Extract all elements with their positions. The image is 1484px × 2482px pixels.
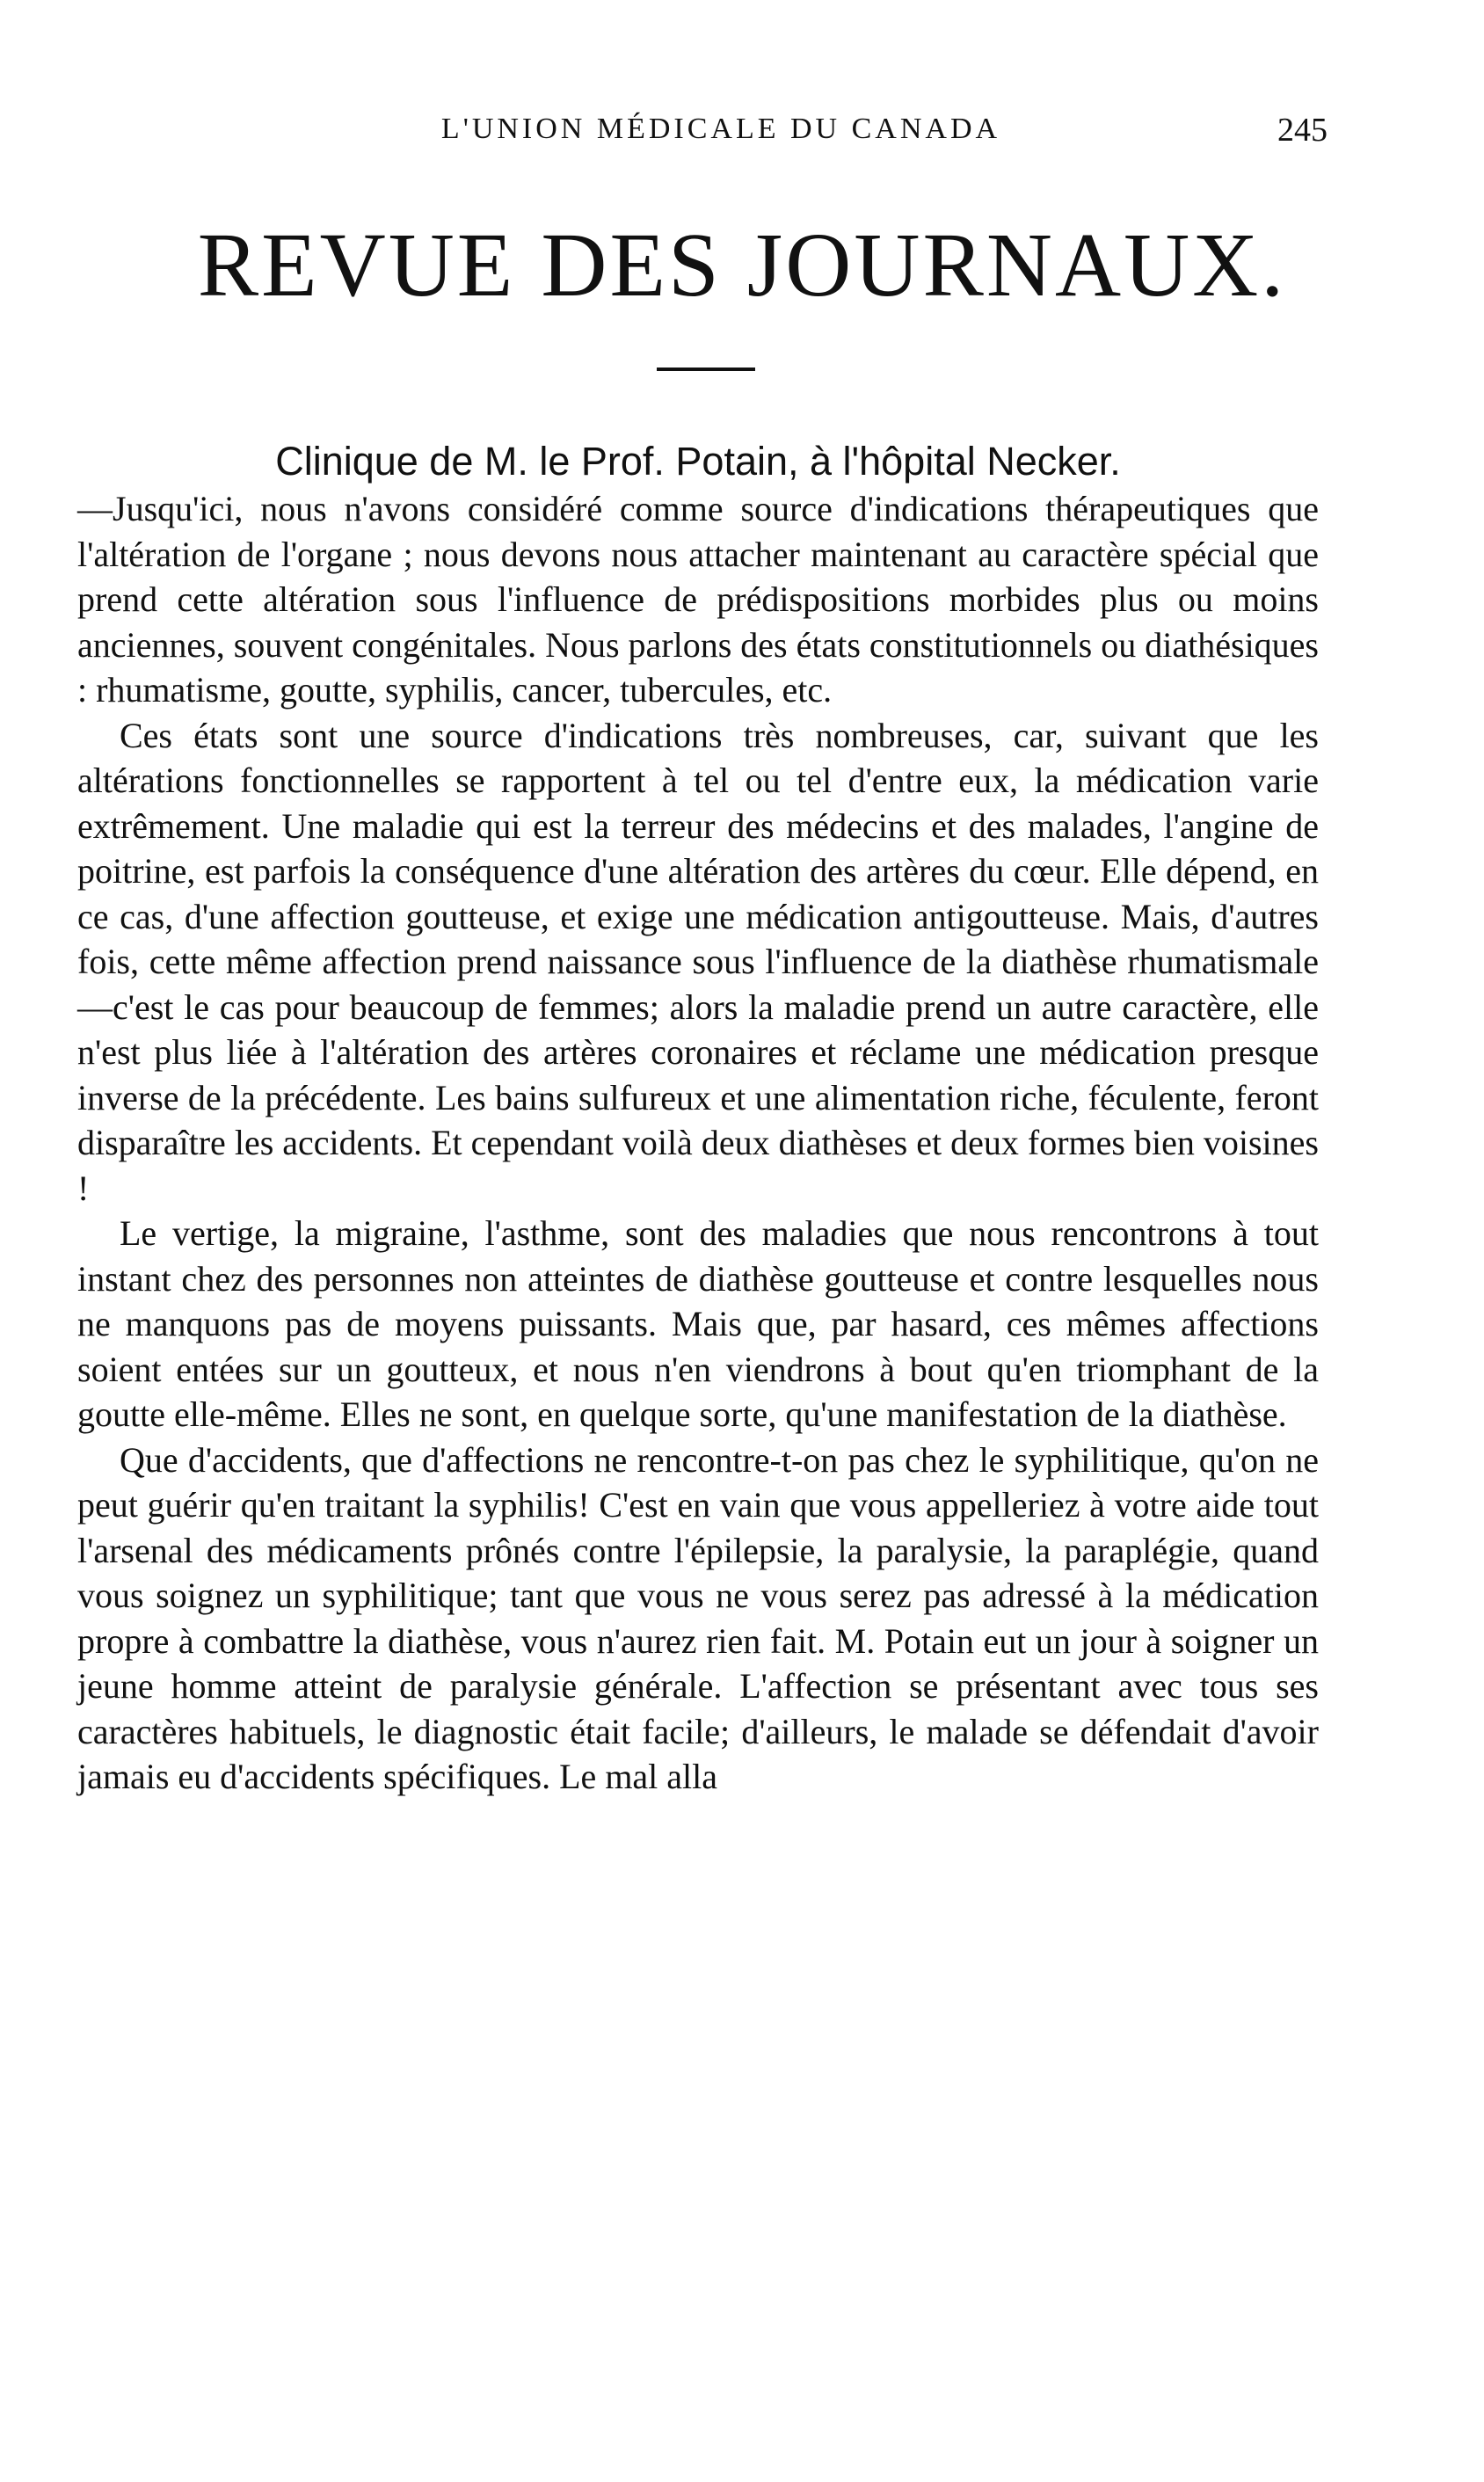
title-rule (657, 368, 755, 371)
article-title: Clinique de M. le Prof. Potain, à l'hôpital Necker. (275, 439, 1121, 484)
article-paragraph: Le vertige, la migraine, l'asthme, sont des maladies que nous rencontrons à tout instant chez des personnes non atteintes de diathèse goutteuse et contre lesquelles nous ne manquons pas de moyens puissants. Mais que, par hasard, ces mêmes affections soient entées sur un goutteux, et nous n'en viendrons à bout qu'en triomphant de la goutte elle-même. Elles ne sont, en quelque sorte, qu'une manifestation de la diathèse. (77, 1213, 1319, 1434)
page-number: 245 (1277, 112, 1328, 149)
article-paragraph: Que d'accidents, que d'affections ne rencontre-t-on pas chez le syphilitique, qu'on ne peut guérir qu'en traitant la syphilis! C'est en vain que vous appelleriez à votre aide tout l'arsenal des médicaments prônés contre l'épilepsie, la paralysie, la paraplégie, quand vous soignez un syphilitique; tant que vous ne vous serez pas adressé à la médication propre à combattre la diathèse, vous n'aurez rien fait. M. Potain eut un jour à soigner un jeune homme atteint de paralysie générale. L'affection se présentant avec tous ses caractères habituels, le diagnostic était facile; d'ailleurs, le malade se défendait d'avoir jamais eu d'accidents spécifiques. Le mal alla (77, 1439, 1319, 1796)
article-paragraph: Ces états sont une source d'indications très nombreuses, car, suivant que les altérations fonctionnelles se rapportent à tel ou tel d'entre eux, la médication varie extrêmement. Une maladie qui est la terreur des médecins et des malades, l'angine de poitrine, est parfois la conséquence d'une altération des artères du cœur. Elle dépend, en ce cas, d'une affection goutteuse, et exige une médication antigoutteuse. Mais, d'autres fois, cette même affection prend naissance sous l'influence de la diathèse rhumatismale—c'est le cas pour beaucoup de femmes; alors la maladie prend un autre caractère, elle n'est plus liée à l'altération des artères coronaires et réclame une médication presque inverse de la précédente. Les bains sulfureux et une alimentation riche, féculente, feront disparaître les accidents. Et cependant voilà deux diathèses et deux formes bien voisines ! (77, 715, 1319, 1208)
article-paragraph: —Jusqu'ici, nous n'avons considéré comme source d'indications thérapeutiques que l'altération de l'organe ; nous devons nous attacher maintenant au caractère spécial que prend cette altération sous l'influence de prédispositions morbides plus ou moins anciennes, souvent congénitales. Nous parlons des états constitutionnels ou diathésiques : rhumatisme, goutte, syphilis, cancer, tubercules, etc. (77, 489, 1319, 710)
section-title: REVUE DES JOURNAUX. (197, 215, 1287, 316)
running-title: L'UNION MÉDICALE DU CANADA (440, 113, 1001, 145)
article (77, 437, 1319, 1800)
